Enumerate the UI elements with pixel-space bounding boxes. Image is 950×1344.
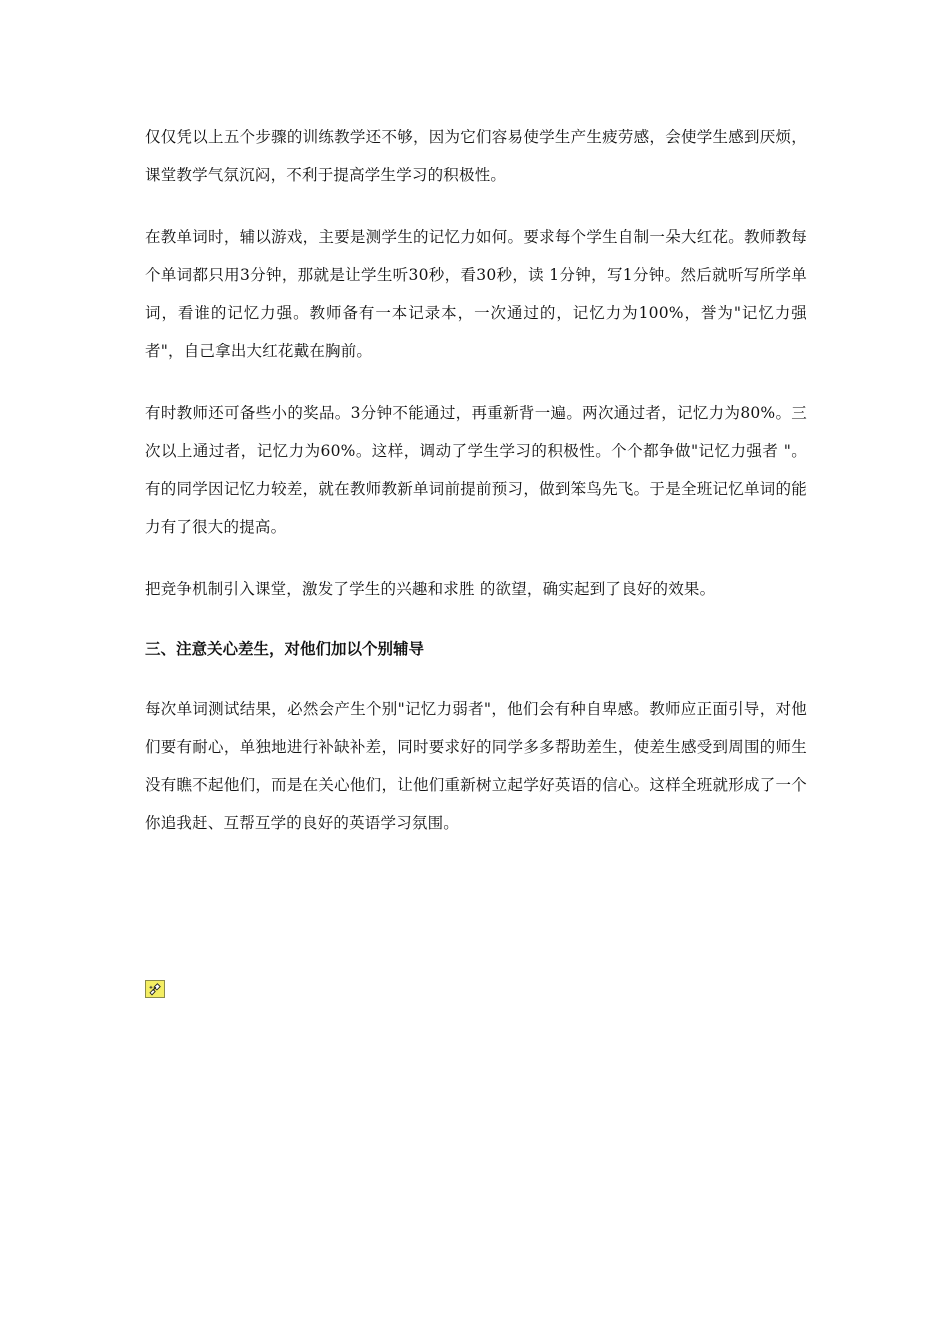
document-body	[145, 118, 807, 842]
section-heading: 三、注意关心差生，对他们加以个别辅导	[145, 640, 425, 658]
paragraph-1: 仅仅凭以上五个步骤的训练教学还不够，因为它们容易使学生产生疲劳感，会使学生感到厌烦，课堂教学气氛沉闷，不利于提高学生学习的积极性。	[145, 128, 807, 184]
closing-paragraph: 每次单词测试结果，必然会产生个别"记忆力弱者"，他们会有种自卑感。教师应正面引导，对他们要有耐心，单独地进行补缺补差，同时要求好的同学多多帮助差生，使差生感受到周围的师生没有瞧不起他们，而是在关心他们，让他们重新树立起学好英语的信心。这样全班就形成了一个你追我赶、互帮互学的良好的英语学习氛围。	[145, 700, 807, 832]
paragraph-2: 在教单词时，辅以游戏，主要是测学生的记忆力如何。要求每个学生自制一朵大红花。教师教每个单词都只用3分钟，那就是让学生听30秒，看30秒，读 1分钟，写1分钟。然后就听写所学单词，看谁的记忆力强。教师备有一本记录本，一次通过的，记忆力为100%，誉为"记忆力强者"，自己拿出大红花戴在胸前。	[145, 228, 807, 360]
paragraph-4: 把竞争机制引入课堂，激发了学生的兴趣和求胜 的欲望，确实起到了良好的效果。	[145, 580, 716, 598]
object-link-icon[interactable]	[145, 980, 165, 998]
paragraph-3: 有时教师还可备些小的奖品。3分钟不能通过，再重新背一遍。两次通过者，记忆力为80%。三次以上通过者，记忆力为60%。这样，调动了学生学习的积极性。个个都争做"记忆力强者 "。有的同学因记忆力较差，就在教师教新单词前提前预习，做到笨鸟先飞。于是全班记忆单词的能力有了很大的提高。	[145, 404, 807, 536]
